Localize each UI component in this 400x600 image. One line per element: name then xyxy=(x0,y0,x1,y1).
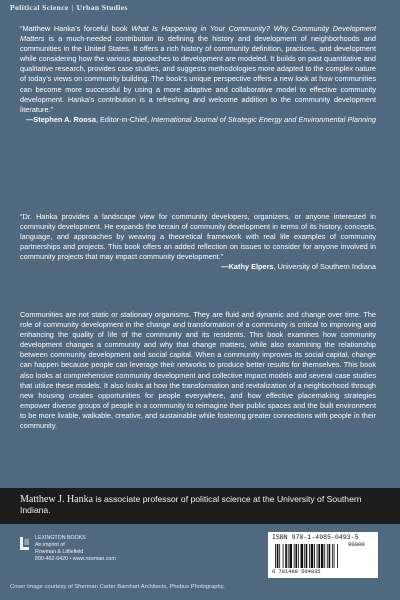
author-name: Matthew J. Hanka xyxy=(20,494,94,505)
publisher-logo-icon xyxy=(20,537,29,550)
reviewer-journal-roosa: International Journal of Strategic Energy and Environmental Planning xyxy=(151,114,376,124)
review-elpers-text xyxy=(20,212,376,272)
reviewer-role-roosa: , Editor-in-Chief, xyxy=(95,114,152,124)
price-code: 90000 xyxy=(348,541,365,548)
cover-image-credit: Cover image courtesy of Sherman Carter Barnhart Architects, Phebus Photography. xyxy=(10,584,225,590)
barcode-digits: 9 781498 504935 xyxy=(272,569,321,575)
book-description: Communities are not static or stationary organisms. They are fluid and dynamic and change over time. The role of community development in the change and transformation of a community is critical to improving and enhancing the quality of life of the community and its residents. This book examines how community development changes a community and why that change matters, while also examining the relationship between community development and social capital. When a community improves its social capital, change can happen because people can leverage their networks to produce better results for themselves. This book also looks at comprehensive community development and collective impact models and several case studies that utilize these models. It also looks at how the transformation and revitalization of a neighborhood through new housing creates opportunities for people everywhere, and how effective placemaking strategies empower diverse groups of people in a community to reimagine their public spaces and the built environment to be more livable, walkable, creative, and sustainable while fostering greater connections with people in their community. xyxy=(20,310,376,431)
publisher-parent: Rowman & Littlefield xyxy=(35,549,84,555)
category-header xyxy=(10,3,128,12)
review-roosa xyxy=(20,24,376,125)
publisher-imprint: An imprint of xyxy=(35,542,65,548)
publisher-info xyxy=(35,535,116,563)
review-elpers-quote: “Dr. Hanka provides a landscape view for community developers, organizers, or anyone interested in community development. He expands the terrain of community development in terms of its history, concepts, language, and approaches by weaving a theoretical framework with real life examples of community partnerships and projects. This book offers an added reflection on issues to consider for anyone involved in community projects that may impact community development.” xyxy=(20,212,376,262)
review-elpers xyxy=(20,212,376,273)
category-separator: | xyxy=(71,3,74,12)
barcode-graphic xyxy=(274,544,372,568)
book-title: What Is Happening in Your Community? Why Community Development Matters xyxy=(20,24,376,44)
author-bio-band xyxy=(0,488,400,524)
reviewer-name-elpers: —Kathy Elpers xyxy=(221,262,274,272)
publisher-name: LEXINGTON BOOKS xyxy=(35,535,86,541)
author-bio-text: is associate professor of political science at the University of Southern Indiana. xyxy=(20,494,362,516)
isbn-number: ISBN 978-1-4985-0493-5 xyxy=(272,534,359,541)
category-urban-studies: Urban Studies xyxy=(76,3,128,12)
review-roosa-quote-rest: is a much-needed contribution to defining the history and development of neighborhoods and communities in the United States. It offers a rich history of community definition, practices, and development while considering how the various approaches to development are modeled. It builds on past quantitative and qualitative research, provides case studies, and suggests methodologies more adapted to the complex nature of today’s views on community building. The book’s unique perspective offers a new look at how communities can become more successful by using a more adaptive and collaborative model to effective community development. Hanka’s contribution is a refreshing and welcome addition to the community development literature.” xyxy=(20,34,376,114)
review-roosa-quote-start: “Matthew Hanka’s forceful book xyxy=(20,24,132,33)
publisher-contact: 800-462-6420 • www.rowman.com xyxy=(35,556,116,562)
author-bio xyxy=(20,494,380,516)
reviewer-role-elpers: , University of Southern Indiana xyxy=(273,262,376,272)
reviewer-name-roosa: —Stephen A. Roosa xyxy=(26,114,96,124)
review-roosa-attribution xyxy=(20,115,376,125)
review-roosa-text xyxy=(20,24,376,115)
category-political-science: Political Science xyxy=(10,3,69,12)
barcode-panel xyxy=(268,532,378,578)
